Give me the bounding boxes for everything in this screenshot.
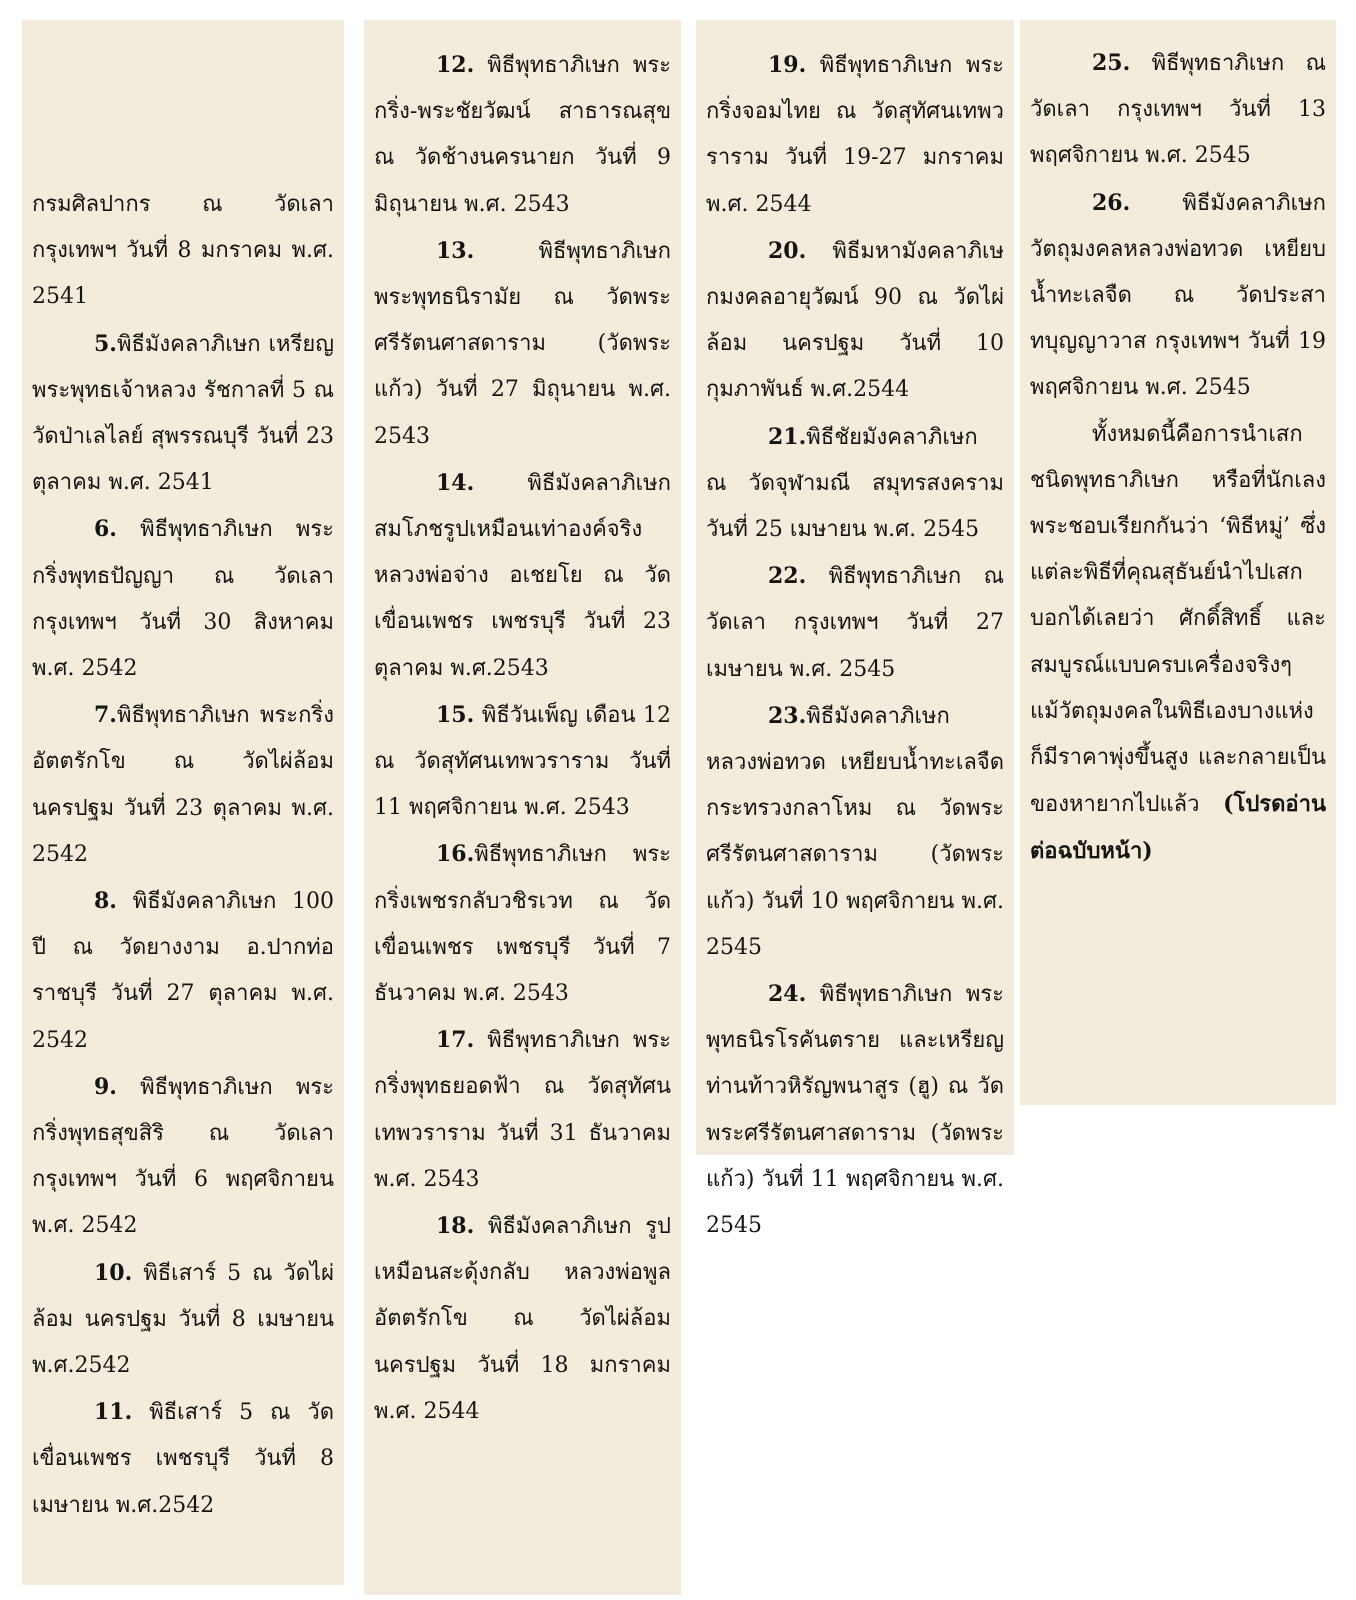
- ceremony-entry-6: 6. พิธีพุทธาภิเษก พระกริ่งพุทธปัญญา ณ วัดเลา กรุงเทพฯ วันที่ 30 สิงหาคม พ.ศ. 2542: [32, 516, 334, 682]
- text-column-3: [696, 20, 1014, 1239]
- continued-entry: กรมศิลปากร ณ วัดเลา กรุงเทพฯ วันที่ 8 มกราคม พ.ศ. 2541: [32, 192, 334, 310]
- ceremony-entry-5: 5.พิธีมังคลาภิเษก เหรียญพระพุทธเจ้าหลวง รัชกาลที่ 5 ณ วัดป่าเลไลย์ สุพรรณบุรี วันที่ 23 ตุลาคม พ.ศ. 2541: [32, 330, 334, 496]
- text-column-2: [364, 20, 681, 1595]
- ceremony-entry-17: 17. พิธีพุทธาภิเษก พระกริ่งพุทธยอดฟ้า ณ วัดสุทัศนเทพวราราม วันที่ 31 ธันวาคม พ.ศ. 2543: [374, 1027, 671, 1192]
- ceremony-entry-7: 7.พิธีพุทธาภิเษก พระกริ่งอัตตรักโข ณ วัดไผ่ล้อม นครปฐม วันที่ 23 ตุลาคม พ.ศ. 2542: [32, 702, 334, 867]
- ceremony-entry-14: 14. พิธีมังคลาภิเษก สมโภชรูปเหมือนเท่าองค์จริง หลวงพ่อจ่าง อเชยโย ณ วัดเขื่อนเพชร เพชรบุรี วันที่ 23 ตุลาคม พ.ศ.2543: [374, 469, 671, 681]
- ceremony-entry-19: 19. พิธีพุทธาภิเษก พระกริ่งจอมไทย ณ วัดสุทัศนเทพวราราม วันที่ 19-27 มกราคม พ.ศ. 2544: [706, 52, 1004, 217]
- ceremony-entry-21: 21.พิธีชัยมังคลาภิเษก ณ วัดจุฬามณี สมุทรสงคราม วันที่ 25 เมษายน พ.ศ. 2545: [706, 423, 1004, 543]
- text-column-4: [1020, 20, 1336, 1105]
- ceremony-entry-12: 12. พิธีพุทธาภิเษก พระกริ่ง-พระชัยวัฒน์ สาธารณสุข ณ วัดช้างนครนายก วันที่ 9 มิถุนายน พ.ศ. 2543: [374, 52, 671, 217]
- ceremony-entry-16: 16.พิธีพุทธาภิเษก พระกริ่งเพชรกลับวชิรเวท ณ วัดเขื่อนเพชร เพชรบุรี วันที่ 7 ธันวาคม พ.ศ. 2543: [374, 841, 671, 1007]
- ceremony-entry-9: 9. พิธีพุทธาภิเษก พระกริ่งพุทธสุขสิริ ณ วัดเลา กรุงเทพฯ วันที่ 6 พฤศจิกายน พ.ศ. 2542: [32, 1073, 334, 1239]
- ceremony-entry-26: 26. พิธีมังคลาภิเษก วัตถุมงคลหลวงพ่อทวด เหยียบน้ำทะเลจืด ณ วัดประสาทบุญญาวาส กรุงเทพฯ วันที่ 19 พฤศจิกายน พ.ศ. 2545: [1030, 189, 1326, 401]
- ceremony-entry-25: 25. พิธีพุทธาภิเษก ณ วัดเลา กรุงเทพฯ วันที่ 13 พฤศจิกายน พ.ศ. 2545: [1030, 50, 1326, 169]
- ceremony-entry-20: 20. พิธีมหามังคลาภิเษกมงคลอายุวัฒน์ 90 ณ วัดไผ่ล้อม นครปฐม วันที่ 10 กุมภาพันธ์ พ.ศ.2544: [706, 237, 1004, 403]
- ceremony-entry-22: 22. พิธีพุทธาภิเษก ณ วัดเลา กรุงเทพฯ วันที่ 27 เมษายน พ.ศ. 2545: [706, 563, 1004, 682]
- ceremony-entry-23: 23.พิธีมังคลาภิเษก หลวงพ่อทวด เหยียบน้ำทะเลจืด กระทรวงกลาโหม ณ วัดพระศรีรัตนศาสดาราม (วัดพระแก้ว) วันที่ 10 พฤศจิกายน พ.ศ. 2545: [706, 702, 1004, 960]
- closing-paragraph: ทั้งหมดนี้คือการนำเสกชนิดพุทธาภิเษก หรือที่นักเลงพระชอบเรียกกันว่า ‘พิธีหมู่’ ซึ่งแต่ละพิธีที่คุณสุธันย์นำไปเสก บอกได้เลยว่า ศักดิ์สิทธิ์ และสมบูรณ์แบบครบเครื่องจริงๆ แม้วัตถุมงคลในพิธีเองบางแห่งก็มีราคาพุ่งขึ้นสูง และกลายเป็นของหายากไปแล้ว (โปรดอ่านต่อฉบับหน้า): [1030, 421, 1326, 865]
- ceremony-entry-18: 18. พิธีมังคลาภิเษก รูปเหมือนสะดุ้งกลับ หลวงพ่อพูล อัตตรักโข ณ วัดไผ่ล้อม นครปฐม วันที่ 18 มกราคม พ.ศ. 2544: [374, 1213, 671, 1424]
- ceremony-entry-10: 10. พิธีเสาร์ 5 ณ วัดไผ่ล้อม นครปฐม วันที่ 8 เมษายน พ.ศ.2542: [32, 1259, 334, 1379]
- ceremony-entry-8: 8. พิธีมังคลาภิเษก 100 ปี ณ วัดยางงาม อ.ปากท่อ ราชบุรี วันที่ 27 ตุลาคม พ.ศ. 2542: [32, 888, 334, 1053]
- ceremony-entry-11: 11. พิธีเสาร์ 5 ณ วัดเขื่อนเพชร เพชรบุรี วันที่ 8 เมษายน พ.ศ.2542: [32, 1399, 334, 1518]
- ceremony-entry-15: 15. พิธีวันเพ็ญ เดือน 12 ณ วัดสุทัศนเทพวราราม วันที่ 11 พฤศจิกายน พ.ศ. 2543: [374, 701, 671, 821]
- continue-next-issue-note: (โปรดอ่านต่อฉบับหน้า): [1030, 791, 1326, 865]
- ceremony-entry-13: 13. พิธีพุทธาภิเษก พระพุทธนิรามัย ณ วัดพระศรีรัตนศาสดาราม (วัดพระแก้ว) วันที่ 27 มิถุนายน พ.ศ. 2543: [374, 237, 671, 449]
- text-column-1: [22, 20, 344, 1585]
- ceremony-entry-24: 24. พิธีพุทธาภิเษก พระพุทธนิรโรคันตราย และเหรียญท่านท้าวหิรัญพนาสูร (ฮู) ณ วัดพระศรีรัตนศาสดาราม (วัดพระแก้ว) วันที่ 11 พฤศจิกายน พ.ศ. 2545: [706, 981, 1004, 1239]
